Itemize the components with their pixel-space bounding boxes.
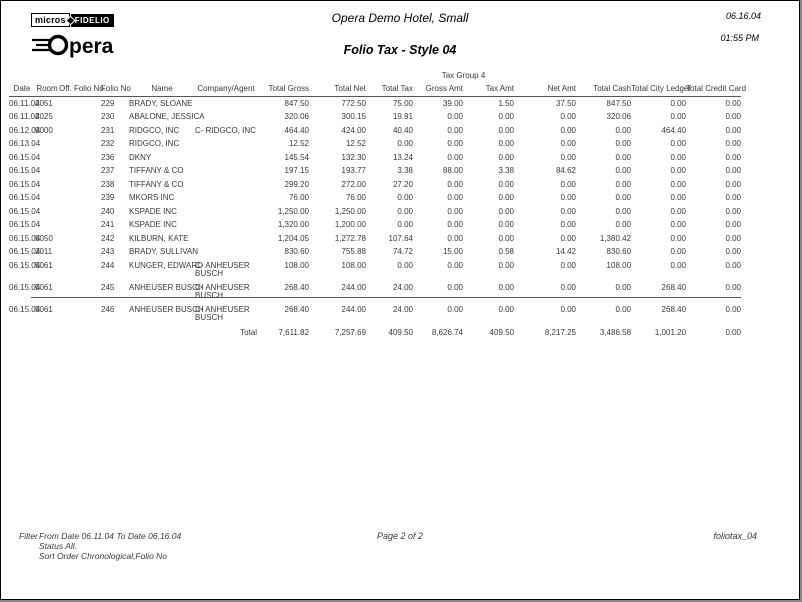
cell-text: KSPADE INC bbox=[129, 220, 177, 229]
cell-text: RIDGCO, INC bbox=[129, 139, 180, 148]
report-date: 06.16.04 bbox=[725, 11, 761, 21]
cell-text bbox=[59, 138, 101, 152]
cell-text: 229 bbox=[101, 98, 115, 108]
cell-amount: 0.00 bbox=[615, 304, 632, 314]
cell-amount: 39.00 bbox=[442, 98, 463, 108]
cell-text: 5061 bbox=[35, 304, 53, 314]
cell-amount: 0.00 bbox=[560, 125, 577, 135]
cell-amount: 0.00 bbox=[498, 193, 515, 202]
cell-amount: 0.00 bbox=[725, 260, 742, 270]
cell-amount: 0.00 bbox=[670, 139, 687, 148]
cell-amount: 0.00 bbox=[498, 112, 515, 121]
cell-text: 245 bbox=[101, 282, 115, 292]
total-amount: 8,217.25 bbox=[544, 328, 577, 337]
cell-text bbox=[195, 178, 257, 192]
cell-amount: 0.00 bbox=[670, 98, 687, 108]
cell-amount: 0.00 bbox=[615, 282, 632, 292]
cell-amount: 0.00 bbox=[670, 193, 687, 202]
cell-text: MKORS INC bbox=[129, 193, 175, 202]
cell-amount: 0.00 bbox=[725, 247, 742, 256]
cell-text bbox=[195, 219, 257, 233]
col-total-net: Total Net bbox=[309, 83, 366, 97]
cell-amount: 0.00 bbox=[447, 260, 463, 270]
cell-amount: 132.30 bbox=[341, 152, 366, 162]
cell-text bbox=[195, 205, 257, 219]
cell-amount: 0.00 bbox=[560, 152, 577, 162]
cell-amount: 0.00 bbox=[670, 247, 687, 256]
table-row bbox=[9, 165, 741, 179]
cell-text: ABALONE, JESSICA bbox=[129, 112, 205, 121]
cell-text: KILBURN, KATE bbox=[129, 233, 189, 243]
cell-amount: 0.00 bbox=[498, 220, 515, 229]
cell-text: 246 bbox=[101, 304, 115, 314]
cell-text: C- RIDGCO, INC bbox=[195, 125, 256, 135]
cell-text: 230 bbox=[101, 112, 115, 121]
cell-text: 232 bbox=[101, 139, 115, 148]
cell-text bbox=[59, 259, 101, 281]
cell-amount: 300.15 bbox=[341, 112, 366, 121]
opera-logo-text: pera bbox=[69, 35, 114, 58]
cell-text bbox=[59, 232, 101, 246]
cell-text bbox=[59, 219, 101, 233]
cell-amount: 830.60 bbox=[606, 247, 632, 256]
cell-amount: 12.52 bbox=[345, 139, 366, 148]
col-total-city-ledger: Total City Ledger bbox=[631, 83, 686, 97]
cell-text bbox=[59, 246, 101, 260]
report-title: Folio Tax - Style 04 bbox=[343, 43, 457, 57]
cell-amount: 0.00 bbox=[670, 112, 687, 121]
cell-text: KUNGER, EDWARD bbox=[129, 260, 203, 270]
cell-text: C- ANHEUSER BUSCH bbox=[195, 260, 250, 278]
cell-text bbox=[59, 303, 101, 325]
col-net-amt: Net Amt bbox=[514, 83, 576, 97]
cell-amount: 244.00 bbox=[341, 304, 366, 314]
filter-line-dates: From Date 06.11.04 To Date 06.16.04 bbox=[39, 531, 182, 541]
cell-amount: 0.00 bbox=[397, 139, 413, 148]
cell-text bbox=[59, 151, 101, 165]
cell-amount: 15.00 bbox=[442, 247, 463, 256]
cell-amount: 0.00 bbox=[498, 206, 515, 216]
cell-amount: 0.00 bbox=[560, 112, 577, 121]
cell-amount: 0.00 bbox=[725, 206, 742, 216]
cell-text: 2011 bbox=[35, 247, 53, 256]
micros-logo-text: micros bbox=[31, 13, 70, 27]
cell-amount: 0.00 bbox=[615, 166, 632, 175]
cell-amount: 0.00 bbox=[447, 179, 463, 189]
cell-text: DKNY bbox=[129, 152, 152, 162]
cell-text: 2051 bbox=[35, 98, 53, 108]
cell-amount: 0.00 bbox=[498, 260, 515, 270]
cell-text bbox=[195, 165, 257, 179]
cell-amount: 0.00 bbox=[560, 179, 577, 189]
cell-amount: 0.00 bbox=[498, 125, 515, 135]
cell-amount: 0.00 bbox=[615, 220, 632, 229]
total-label: Total bbox=[240, 328, 257, 337]
cell-amount: 0.00 bbox=[670, 220, 687, 229]
table-row bbox=[9, 97, 741, 111]
cell-text: 06.11.04 bbox=[9, 112, 40, 121]
cell-text: 06.12.04 bbox=[9, 125, 41, 135]
cell-text: 9000 bbox=[35, 125, 53, 135]
cell-text: 06.15.04 bbox=[9, 247, 41, 256]
cell-text: 06.15.04 bbox=[9, 260, 41, 270]
table-body bbox=[9, 97, 741, 326]
cell-text: 242 bbox=[101, 233, 115, 243]
cell-text: 06.15.04 bbox=[9, 282, 41, 292]
cell-amount: 0.00 bbox=[447, 193, 463, 202]
cell-text: 06.15.04 bbox=[9, 206, 41, 216]
cell-text: 244 bbox=[101, 260, 115, 270]
col-name: Name bbox=[129, 83, 195, 97]
cell-text: 06.15.04 bbox=[9, 233, 41, 243]
cell-amount: 0.00 bbox=[725, 152, 742, 162]
cell-text bbox=[59, 178, 101, 192]
total-amount: 7,611.82 bbox=[278, 328, 309, 337]
table-row bbox=[9, 281, 741, 303]
cell-text: TIFFANY & CO bbox=[129, 179, 184, 189]
cell-amount: 268.40 bbox=[284, 304, 309, 314]
col-folio-no: Folio No bbox=[101, 83, 129, 97]
cell-amount: 0.00 bbox=[498, 282, 515, 292]
cell-amount: 755.88 bbox=[341, 247, 366, 256]
cell-text bbox=[195, 232, 257, 246]
cell-amount: 0.00 bbox=[447, 152, 463, 162]
cell-text: C- ANHEUSER BUSCH bbox=[195, 282, 250, 300]
table-row bbox=[9, 178, 741, 192]
cell-text: 231 bbox=[101, 125, 115, 135]
cell-amount: 299.20 bbox=[284, 179, 309, 189]
cell-text: 241 bbox=[101, 220, 115, 229]
table-row bbox=[9, 111, 741, 125]
total-divider bbox=[31, 297, 741, 298]
cell-amount: 197.15 bbox=[284, 166, 309, 175]
cell-amount: 0.00 bbox=[447, 233, 463, 243]
report-id: foliotax_04 bbox=[713, 531, 757, 541]
cell-amount: 0.00 bbox=[670, 206, 687, 216]
cell-amount: 0.00 bbox=[670, 233, 687, 243]
cell-amount: 0.00 bbox=[498, 179, 515, 189]
cell-amount: 0.00 bbox=[615, 152, 632, 162]
filter-line-sort: Sort Order Chronological,Folio No bbox=[39, 551, 168, 561]
cell-amount: 0.00 bbox=[397, 260, 413, 270]
cell-amount: 268.40 bbox=[661, 304, 687, 314]
cell-text: C- ANHEUSER BUSCH bbox=[195, 304, 250, 322]
col-room: Room bbox=[35, 83, 59, 97]
column-header-row bbox=[9, 83, 741, 97]
cell-text bbox=[195, 97, 257, 111]
cell-amount: 0.00 bbox=[725, 220, 742, 229]
table-row bbox=[9, 246, 741, 260]
cell-text bbox=[195, 138, 257, 152]
cell-amount: 244.00 bbox=[341, 282, 366, 292]
cell-text bbox=[59, 97, 101, 111]
cell-amount: 0.00 bbox=[560, 260, 577, 270]
cell-text: 5061 bbox=[35, 282, 53, 292]
cell-text bbox=[59, 111, 101, 125]
cell-text bbox=[59, 205, 101, 219]
cell-amount: 0.00 bbox=[725, 125, 742, 135]
cell-amount: 464.40 bbox=[284, 125, 309, 135]
cell-amount: 13.24 bbox=[392, 152, 413, 162]
cell-amount: 88.00 bbox=[442, 166, 463, 175]
table-row bbox=[9, 259, 741, 281]
cell-text bbox=[195, 246, 257, 260]
cell-text bbox=[59, 192, 101, 206]
cell-amount: 0.00 bbox=[560, 139, 577, 148]
cell-text: BRADY, SLOANE bbox=[129, 98, 193, 108]
cell-text: RIDGCO, INC bbox=[129, 125, 180, 135]
cell-text: 5050 bbox=[35, 233, 53, 243]
cell-amount: 1.50 bbox=[498, 98, 515, 108]
folio-tax-table bbox=[9, 69, 747, 340]
cell-amount: 40.40 bbox=[392, 125, 413, 135]
col-date: Date bbox=[9, 83, 35, 97]
col-total-tax: Total Tax bbox=[366, 83, 413, 97]
cell-amount: 0.00 bbox=[447, 206, 463, 216]
cell-amount: 193.77 bbox=[341, 166, 366, 175]
cell-amount: 0.00 bbox=[560, 220, 577, 229]
cell-amount: 0.00 bbox=[725, 304, 742, 314]
cell-amount: 108.00 bbox=[341, 260, 366, 270]
cell-text: 236 bbox=[101, 152, 115, 162]
col-company-agent: Company/Agent bbox=[195, 83, 257, 97]
table-row bbox=[9, 192, 741, 206]
cell-text: 06.15.04 bbox=[9, 179, 41, 189]
cell-amount: 268.40 bbox=[661, 282, 687, 292]
cell-text: 06.13.04 bbox=[9, 139, 41, 148]
cell-text: ANHEUSER BUSCH bbox=[129, 282, 204, 292]
cell-amount: 320.06 bbox=[606, 112, 632, 121]
cell-amount: 0.00 bbox=[498, 233, 515, 243]
cell-amount: 0.00 bbox=[498, 152, 515, 162]
cell-amount: 464.40 bbox=[661, 125, 687, 135]
cell-amount: 847.50 bbox=[606, 98, 632, 108]
cell-amount: 0.00 bbox=[447, 282, 463, 292]
total-amount: 409.50 bbox=[489, 328, 515, 337]
cell-text: 239 bbox=[101, 193, 115, 202]
cell-amount: 24.00 bbox=[392, 282, 413, 292]
cell-text: 2025 bbox=[35, 112, 53, 121]
cell-text: 5061 bbox=[35, 260, 53, 270]
cell-amount: 0.00 bbox=[447, 304, 463, 314]
cell-amount: 37.50 bbox=[555, 98, 577, 108]
cell-text bbox=[59, 281, 101, 303]
cell-amount: 107.64 bbox=[388, 233, 413, 243]
cell-amount: 84.62 bbox=[555, 166, 577, 175]
table-row bbox=[9, 124, 741, 138]
cell-amount: 0.00 bbox=[725, 139, 742, 148]
cell-amount: 0.00 bbox=[560, 282, 577, 292]
cell-text: 238 bbox=[101, 179, 115, 189]
table-row bbox=[9, 232, 741, 246]
cell-text: TIFFANY & CO bbox=[129, 166, 184, 175]
cell-amount: 12.52 bbox=[288, 139, 309, 148]
cell-amount: 1,200.00 bbox=[334, 220, 366, 229]
tax-group-header-row bbox=[9, 69, 741, 83]
cell-amount: 0.00 bbox=[725, 166, 742, 175]
cell-text bbox=[59, 124, 101, 138]
cell-amount: 24.00 bbox=[392, 304, 413, 314]
cell-amount: 1,320.00 bbox=[277, 220, 309, 229]
cell-amount: 76.00 bbox=[288, 193, 309, 202]
table-row bbox=[9, 151, 741, 165]
table-row bbox=[9, 219, 741, 233]
cell-amount: 0.00 bbox=[447, 139, 463, 148]
cell-amount: 0.00 bbox=[397, 220, 413, 229]
cell-amount: 320.06 bbox=[284, 112, 309, 121]
cell-amount: 1,250.00 bbox=[334, 206, 366, 216]
cell-amount: 772.50 bbox=[341, 98, 366, 108]
col-total-gross: Total Gross bbox=[257, 83, 309, 97]
total-amount: 3,486.58 bbox=[599, 328, 632, 337]
fidelio-logo-text: FIDELIO bbox=[71, 14, 114, 27]
filter-label: Filter bbox=[19, 531, 38, 541]
cell-amount: 75.00 bbox=[392, 98, 413, 108]
cell-text: 243 bbox=[101, 247, 115, 256]
cell-text bbox=[59, 165, 101, 179]
col-total-cash: Total Cash bbox=[576, 83, 631, 97]
cell-text: 240 bbox=[101, 206, 115, 216]
cell-amount: 74.72 bbox=[392, 247, 413, 256]
cell-amount: 3.38 bbox=[397, 166, 413, 175]
cell-amount: 0.00 bbox=[447, 220, 463, 229]
cell-amount: 1,204.05 bbox=[277, 233, 309, 243]
cell-amount: 0.00 bbox=[397, 206, 413, 216]
cell-amount: 3.38 bbox=[498, 166, 515, 175]
total-amount: 7,257.69 bbox=[334, 328, 366, 337]
cell-amount: 0.00 bbox=[670, 260, 687, 270]
cell-amount: 847.50 bbox=[284, 98, 309, 108]
cell-amount: 14.42 bbox=[555, 247, 577, 256]
total-row bbox=[9, 325, 741, 340]
cell-amount: 0.00 bbox=[447, 125, 463, 135]
cell-amount: 76.00 bbox=[345, 193, 366, 202]
cell-amount: 0.00 bbox=[560, 206, 577, 216]
cell-amount: 0.00 bbox=[447, 112, 463, 121]
cell-amount: 0.00 bbox=[725, 233, 742, 243]
total-amount: 409.50 bbox=[388, 328, 413, 337]
cell-amount: 268.40 bbox=[284, 282, 309, 292]
cell-amount: 108.00 bbox=[606, 260, 632, 270]
cell-amount: 27.20 bbox=[392, 179, 413, 189]
cell-amount: 0.00 bbox=[725, 179, 742, 189]
cell-amount: 0.00 bbox=[498, 304, 515, 314]
tax-group-label: Tax Group 4 bbox=[441, 70, 486, 80]
cell-amount: 0.00 bbox=[725, 112, 742, 121]
report-time: 01:55 PM bbox=[720, 33, 759, 43]
col-total-credit-card: Total Credit Card bbox=[686, 83, 741, 97]
filter-line-status: Status All. bbox=[39, 541, 77, 551]
cell-amount: 0.00 bbox=[615, 139, 632, 148]
col-off-folio-no: Off. Folio No. bbox=[59, 83, 101, 97]
cell-text bbox=[195, 151, 257, 165]
total-amount: 1,001.20 bbox=[654, 328, 687, 337]
cell-text: 06.15.04 bbox=[9, 220, 41, 229]
cell-amount: 830.60 bbox=[284, 247, 309, 256]
cell-text: 06.15.04 bbox=[9, 152, 41, 162]
table-row bbox=[9, 205, 741, 219]
cell-amount: 108.00 bbox=[284, 260, 309, 270]
cell-amount: 0.00 bbox=[670, 152, 687, 162]
cell-amount: 0.00 bbox=[560, 233, 577, 243]
cell-text: 06.15.04 bbox=[9, 193, 41, 202]
cell-amount: 1,250.00 bbox=[277, 206, 309, 216]
cell-amount: 0.00 bbox=[670, 179, 687, 189]
cell-amount: 0.00 bbox=[615, 125, 632, 135]
cell-text bbox=[195, 192, 257, 206]
cell-amount: 0.00 bbox=[670, 166, 687, 175]
cell-amount: 145.54 bbox=[284, 152, 309, 162]
cell-amount: 424.00 bbox=[341, 125, 366, 135]
cell-text: 237 bbox=[101, 166, 115, 175]
cell-amount: 0.00 bbox=[498, 139, 515, 148]
cell-text: ANHEUSER BUSCH bbox=[129, 304, 204, 314]
cell-amount: 0.00 bbox=[615, 179, 632, 189]
cell-text: BRADY, SULLIVAN bbox=[129, 247, 199, 256]
total-amount: 8,626.74 bbox=[431, 328, 463, 337]
cell-amount: 272.00 bbox=[341, 179, 366, 189]
cell-text: 06.11.04 bbox=[9, 98, 40, 108]
cell-amount: 0.00 bbox=[615, 193, 632, 202]
cell-amount: 0.00 bbox=[725, 98, 742, 108]
cell-amount: 0.00 bbox=[615, 206, 632, 216]
page-indicator: Page 2 of 2 bbox=[376, 531, 424, 541]
hotel-name: Opera Demo Hotel, Small bbox=[331, 11, 469, 25]
cell-text: 06.15.04 bbox=[9, 166, 41, 175]
col-tax-amt: Tax Amt bbox=[463, 83, 514, 97]
total-amount: 0.00 bbox=[725, 328, 742, 337]
cell-amount: 0.58 bbox=[498, 247, 515, 256]
table-row bbox=[9, 138, 741, 152]
cell-amount: 0.00 bbox=[725, 193, 742, 202]
cell-amount: 19.91 bbox=[392, 112, 413, 121]
cell-text: KSPADE INC bbox=[129, 206, 177, 216]
cell-amount: 0.00 bbox=[725, 282, 742, 292]
table-row bbox=[9, 303, 741, 325]
cell-text: 06.15.04 bbox=[9, 304, 41, 314]
col-gross-amt: Gross Amt bbox=[413, 83, 463, 97]
cell-amount: 1,272.78 bbox=[334, 233, 366, 243]
cell-amount: 0.00 bbox=[560, 193, 577, 202]
cell-amount: 0.00 bbox=[397, 193, 413, 202]
cell-amount: 1,380.42 bbox=[599, 233, 632, 243]
cell-amount: 0.00 bbox=[560, 304, 577, 314]
